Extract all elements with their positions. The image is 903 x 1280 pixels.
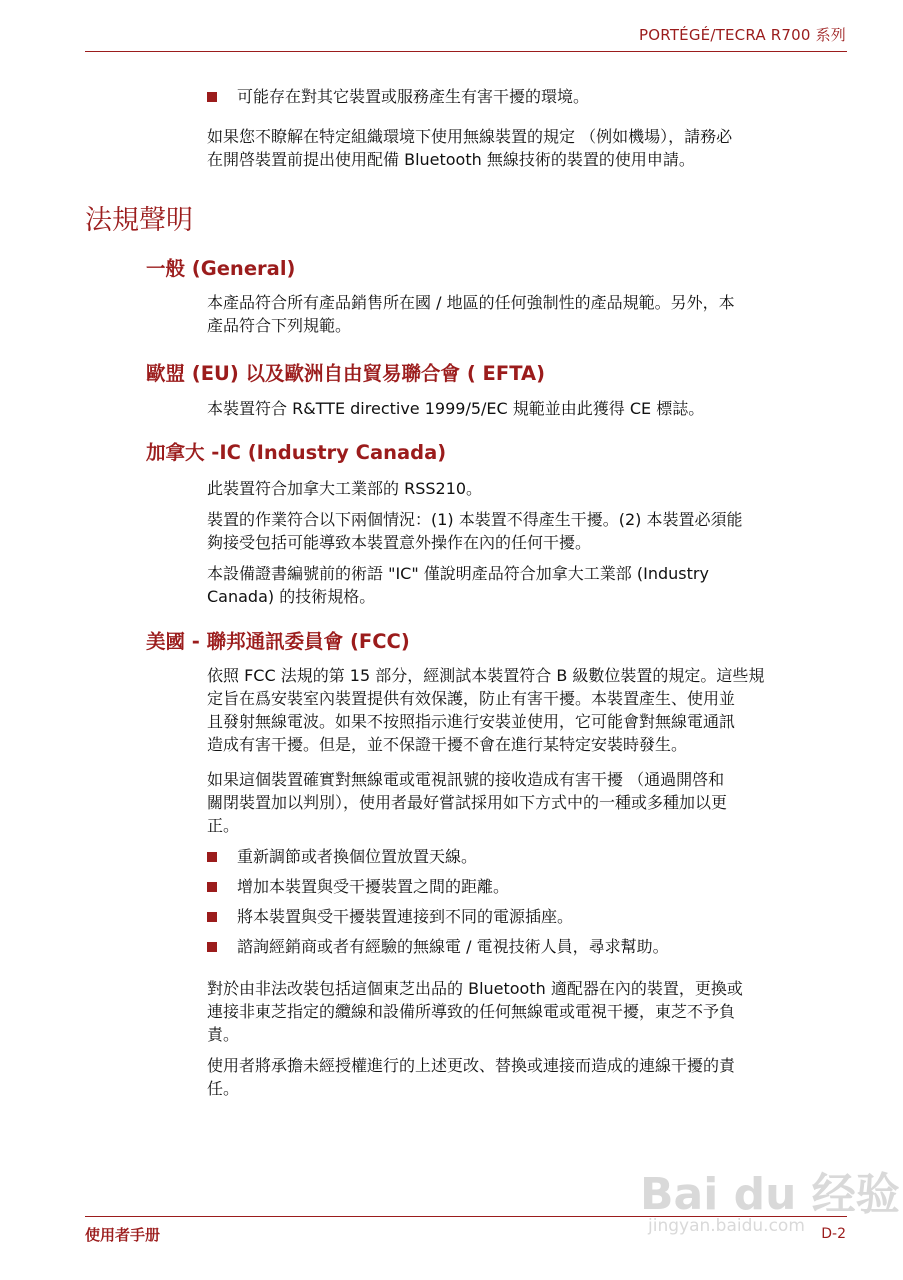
bullet-text: 重新調節或者換個位置放置天線。 <box>237 847 478 866</box>
baidu-watermark <box>640 1158 900 1268</box>
fcc-bullet <box>207 845 849 868</box>
fcc-bullet <box>207 905 849 928</box>
text-line: 正。 <box>207 816 240 835</box>
text-line: 如果您不瞭解在特定組織環境下使用無線裝置的規定 （例如機場），請務必 <box>207 127 733 146</box>
fcc-paragraph-4 <box>207 1054 849 1100</box>
bullet-square-icon <box>207 912 217 922</box>
text-line: 本產品符合所有產品銷售所在國 / 地區的任何強制性的產品規範。另外，本 <box>207 293 735 312</box>
intro-paragraph <box>207 125 849 171</box>
heading-canada: 加拿大 -IC (Industry Canada) <box>146 441 447 464</box>
canada-paragraph-2 <box>207 508 849 554</box>
text-line: 且發射無線電波。如果不按照指示進行安裝並使用，它可能會對無線電通訊 <box>207 712 736 731</box>
intro-bullet <box>207 85 849 108</box>
fcc-bullet <box>207 875 849 898</box>
text-line: 造成有害干擾。但是，並不保證干擾不會在進行某特定安裝時發生。 <box>207 735 688 754</box>
text-line: 關閉裝置加以判別），使用者最好嘗試採用如下方式中的一種或多種加以更 <box>207 793 728 812</box>
general-paragraph <box>207 291 849 337</box>
text-line: 本設備證書編號前的術語 "IC" 僅說明產品符合加拿大工業部 (Industry <box>207 564 709 583</box>
text-line: 如果這個裝置確實對無線電或電視訊號的接收造成有害干擾 （通過開啓和 <box>207 770 725 789</box>
fcc-bullet <box>207 935 849 958</box>
canada-paragraph-1: 此裝置符合加拿大工業部的 RSS210。 <box>207 479 483 498</box>
bullet-square-icon <box>207 942 217 952</box>
fcc-paragraph-2 <box>207 768 849 837</box>
text-line: 夠接受包括可能導致本裝置意外操作在內的任何干擾。 <box>207 533 592 552</box>
bullet-square-icon <box>207 852 217 862</box>
text-line: 產品符合下列規範。 <box>207 316 352 335</box>
canada-paragraph-3 <box>207 562 849 608</box>
watermark-url: jingyan.baidu.com <box>648 1216 805 1236</box>
heading-fcc: 美國 - 聯邦通訊委員會 (FCC) <box>146 630 410 653</box>
text-line: 對於由非法改裝包括這個東芝出品的 Bluetooth 適配器在內的裝置，更換或 <box>207 979 743 998</box>
bullet-text: 增加本裝置與受干擾裝置之間的距離。 <box>237 877 510 896</box>
watermark-logo-text: Bai du 经验 <box>640 1169 900 1220</box>
header-rule <box>85 51 847 52</box>
text-line: 裝置的作業符合以下兩個情況：(1) 本裝置不得產生干擾。(2) 本裝置必須能 <box>207 510 743 529</box>
text-line: 依照 FCC 法規的第 15 部分，經測試本裝置符合 B 級數位裝置的規定。這些規 <box>207 666 765 685</box>
bullet-square-icon <box>207 92 217 102</box>
text-line: 在開啓裝置前提出使用配備 Bluetooth 無線技術的裝置的使用申請。 <box>207 150 695 169</box>
text-line: 使用者將承擔未經授權進行的上述更改、替換或連接而造成的連線干擾的責 <box>207 1056 736 1075</box>
fcc-paragraph-3 <box>207 977 849 1046</box>
heading-general: 一般 (General) <box>146 257 296 280</box>
eu-paragraph: 本裝置符合 R&TTE directive 1999/5/EC 規範並由此獲得 CE 標誌。 <box>207 399 705 418</box>
footer-manual-title: 使用者手册 <box>85 1226 161 1244</box>
page-number: D-2 <box>821 1226 846 1242</box>
text-line: 連接非東芝指定的纜線和設備所導致的任何無線電或電視干擾，東芝不予負 <box>207 1002 736 1021</box>
bullet-text: 可能存在對其它裝置或服務產生有害干擾的環境。 <box>237 87 590 106</box>
text-line: Canada) 的技術規格。 <box>207 587 376 606</box>
bullet-square-icon <box>207 882 217 892</box>
bullet-text: 將本裝置與受干擾裝置連接到不同的電源插座。 <box>237 907 574 926</box>
bullet-text: 諮詢經銷商或者有經驗的無線電 / 電視技術人員，尋求幫助。 <box>237 937 669 956</box>
section-title: 法規聲明 <box>85 205 193 236</box>
text-line: 定旨在爲安裝室內裝置提供有效保護，防止有害干擾。本裝置產生、使用並 <box>207 689 736 708</box>
text-line: 責。 <box>207 1025 240 1044</box>
fcc-paragraph-1 <box>207 664 849 756</box>
running-header: PORTÉGÉ/TECRA R700 系列 <box>639 26 846 44</box>
footer-rule <box>85 1216 847 1217</box>
text-line: 任。 <box>207 1079 240 1098</box>
heading-eu: 歐盟 (EU) 以及歐洲自由貿易聯合會 ( EFTA) <box>146 362 545 385</box>
